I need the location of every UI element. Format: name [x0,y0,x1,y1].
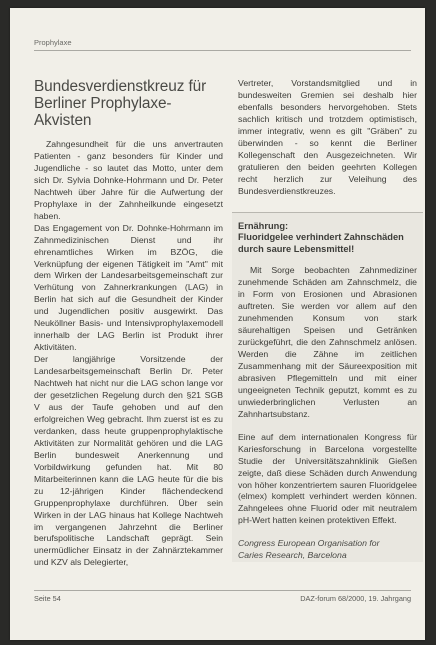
page-number: Seite 54 [34,594,61,603]
sidebar-paragraph-2: Eine auf dem internationalen Kongress für Kariesforschung in Barcelona vorgestellte Studie der Universitätszahnklinik Gießen zeigte, daß diese Schäden durch Anwendung von höher konzentriertem sauren Fluoridgelee (elmex) komplett verhindert werden können. Zahngelees ohne Fluorid oder mit neutralem pH-Wert hatten keinen protektiven Effekt. [238,431,417,526]
article-title [34,78,223,129]
sidebar-heading [238,221,417,256]
left-column [34,78,223,569]
article-paragraph-2: Das Engagement von Dr. Dohnke-Hohrmann im Zahnmedizinischen Dienst und ihr ehrenamtliches Wirken im BZÖG, die Verknüpfung der eigenen Tätigkeit im "Amt" mit dem Wirken der Landesarbeitsgemeinschaft zur Verhütung von Zahnerkrankungen (LAG) in Berlin hat sich auf die Gesundheit der Kinder und Jugendlichen positiv ausgewirkt. Das Neuköllner Basis- und Intensivprophylaxemodell innerhalb der LAG Berlin ist Produkt ihrer Aktivitäten. [34,222,223,353]
running-header: Prophylaxe [34,38,411,51]
sidebar-heading-line-1: Ernährung: [238,220,289,231]
document-page [10,8,425,640]
article-paragraph-1: Zahngesundheit für die uns anvertrauten Patienten - ganz besonders für Kinder und Jugendliche - so lautet das Motto, unter dem sich Dr. Sylvia Dohnke-Hohrmann und Dr. Peter Nachtweh über Jahre für die Aufwertung der Prophylaxe in der Zahnheilkunde eingesetzt haben. [34,139,223,221]
article-paragraph-3: Der langjährige Vorsitzende der Landesarbeitsgemeinschaft Berlin Dr. Peter Nachtweh hat nicht nur die LAG schon lange vor der gesetzlichen Regelung durch den §21 SGB V aus der Taufe gehoben und auf den erfolgreichen Weg gebracht. Ihm zuerst ist es zu verdanken, dass heute gruppenprophylaktische Aktivitäten zur Normalität gehören und die LAG Berlin bundesweit Anerkennung und Vorbildwirkung gefunden hat. Mit 80 Mitarbeiterinnen kann die LAG heute für die bis zu 12-jährigen Kinder flächendeckend Gruppenprophylaxe durchführen. Über sein Wirken in der LAG hinaus hat Kollege Nachtweh im vergangenen Jahrzehnt die Berliner berufspolitische Landschaft geprägt. Sein unermüdlicher Einsatz in der Zahnärztekammer und KZV als Delegierter, [34,354,223,568]
issue-info: DAZ-forum 68/2000, 19. Jahrgang [300,594,411,603]
article-title-line-2: Berliner Prophylaxe-Akvisten [34,95,172,129]
article-paragraph-4: Vertreter, Vorstandsmitglied und in bundesweiten Gremien sei deshalb hier ebenfalls besonders hervorgehoben. Stets sachlich kritisch und trotzdem optimistisch, immer integrativ, wenn es gilt "Gräben" zu überwinden - so kennt die Berliner Kollegenschaft den Ausgezeichneten. Wir gratulieren den beiden geehrten Kollegen recht herzlich zur Veleihung des Bundesverdienstkreuzes. [238,78,417,196]
sidebar-box [232,212,423,563]
sidebar-paragraph-1: Mit Sorge beobachten Zahnmediziner zunehmende Schäden am Zahnschmelz, die in Form von Erosionen und Abrasionen auftreten. Sie werden vor allem auf den zunehmenden Konsum von stark säurehaltigen Speisen und Getränken zurückgeführt, die den Zahnschmelz anlösen. Werden die Zähne im zeitlichen Zusammenhang mit der Säureexposition mit abrasiven Pflegemitteln und mit einer ungeeigneten Technik geputzt, kommt es zu unwiederbringlichen Verlusten an Zahnhartsubstanz. [238,265,417,419]
running-footer [34,590,411,603]
sidebar-heading-line-2: Fluoridgelee verhindert Zahnschäden durch saure Lebensmittel! [238,232,404,254]
right-column [238,78,417,562]
sidebar-source-line-2: Caries Research, Barcelona [238,550,347,561]
sidebar-source [238,538,417,562]
article-title-line-1: Bundesverdienstkreuz für [34,78,207,95]
sidebar-source-line-1: Congress European Organisation for [238,538,380,549]
